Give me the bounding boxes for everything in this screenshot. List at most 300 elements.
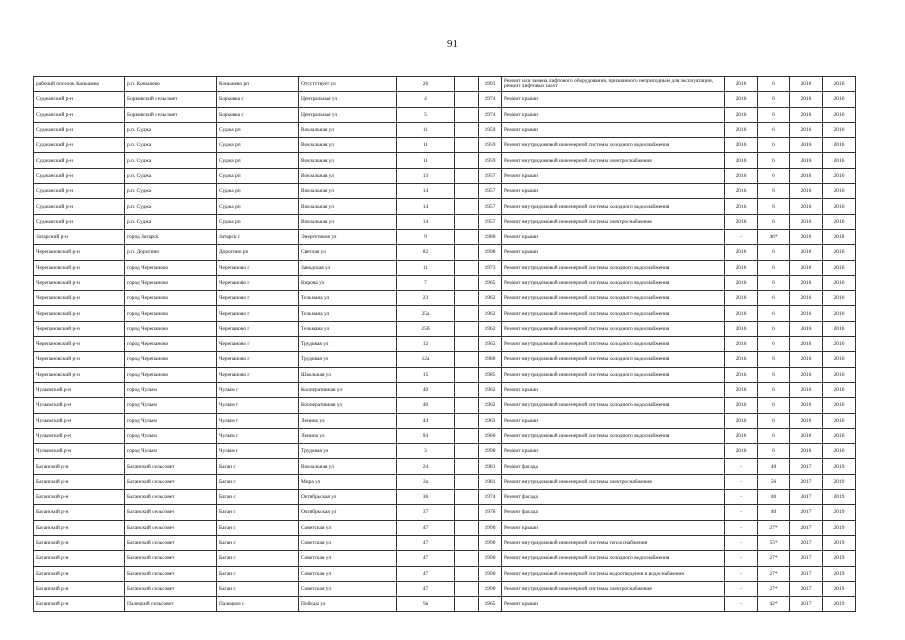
table-cell [455, 367, 479, 382]
table-cell: 40 [758, 459, 790, 474]
table-cell: 1991 [479, 77, 502, 92]
table-cell: 2016 [790, 291, 823, 306]
table-cell: Тельмана ул [299, 306, 397, 321]
table-cell: 2016 [725, 413, 758, 428]
table-cell: 2016 [823, 245, 856, 260]
table-cell: 2017 [790, 459, 823, 474]
table-cell: 6 [758, 352, 790, 367]
table-cell: 11 [397, 153, 455, 168]
table-cell: город Черепаново [125, 260, 217, 275]
table-cell: 2016 [790, 306, 823, 321]
table-cell: 2016 [823, 199, 856, 214]
table-cell [455, 505, 479, 520]
table-cell: 2016 [790, 138, 823, 153]
table-cell: Чулымский р-н [34, 444, 125, 459]
table-cell: 2016 [725, 306, 758, 321]
table-cell: 2016 [823, 184, 856, 199]
table-cell [455, 398, 479, 413]
table-row [34, 352, 856, 367]
table-row [34, 214, 856, 229]
table-cell: Ремонт крыши [502, 597, 725, 612]
table-cell: Кирова ул [299, 275, 397, 290]
table-cell: Затарский р-н [34, 229, 125, 244]
table-cell: 40 [397, 398, 455, 413]
table-cell: город Черепаново [125, 291, 217, 306]
table-cell: 6 [758, 214, 790, 229]
table-cell: 2016 [790, 184, 823, 199]
table-cell: Баганский сельсовет [125, 535, 217, 550]
table-row [34, 138, 856, 153]
table-cell: 2019 [823, 535, 856, 550]
table-cell: 47 [397, 551, 455, 566]
table-cell [455, 352, 479, 367]
table-cell: Черепановский р-н [34, 367, 125, 382]
table-cell: 1962 [479, 306, 502, 321]
table-cell: - [725, 581, 758, 596]
table-cell: Трудовая ул [299, 352, 397, 367]
table-cell: 2016 [823, 382, 856, 397]
table-cell: 6 [758, 275, 790, 290]
table-cell [455, 122, 479, 137]
table-cell: 27* [758, 581, 790, 596]
table-cell: Черепаново г [217, 367, 299, 382]
table-cell: 9а [397, 597, 455, 612]
table-cell: 2016 [823, 77, 856, 92]
table-cell: Ремонт крыши [502, 184, 725, 199]
table-cell: 6 [758, 398, 790, 413]
table-cell: город Черепаново [125, 275, 217, 290]
table-row [34, 413, 856, 428]
table-cell: 1974 [479, 107, 502, 122]
table-cell: Чулымский р-н [34, 428, 125, 443]
table-cell: р.п. Суджа [125, 214, 217, 229]
table-cell: рабочий поселок Коньшево [34, 77, 125, 92]
table-cell: 1990 [479, 551, 502, 566]
table-cell [455, 138, 479, 153]
table-cell: Ремонт внутридомовой инженерной системы холодного водоснабжения [502, 321, 725, 336]
table-cell: Черепаново г [217, 260, 299, 275]
table-cell [455, 199, 479, 214]
table-cell [455, 275, 479, 290]
table-cell: р.п. Суджа [125, 199, 217, 214]
table-cell [455, 306, 479, 321]
table-cell: 2016 [725, 107, 758, 122]
table-cell: - [725, 597, 758, 612]
table-cell: Черепановский р-н [34, 352, 125, 367]
table-cell: 6 [758, 428, 790, 443]
table-cell: 6 [758, 321, 790, 336]
table-cell: 11 [397, 138, 455, 153]
table-cell: 2016 [790, 92, 823, 107]
table-row [34, 92, 856, 107]
table-row [34, 260, 856, 275]
table-cell: 2016 [790, 168, 823, 183]
table-cell: 1973 [479, 260, 502, 275]
table-cell: 2016 [790, 337, 823, 352]
table-cell: 2016 [823, 367, 856, 382]
table-cell: Ремонт крыши [502, 245, 725, 260]
table-cell: 2016 [790, 199, 823, 214]
table-cell [455, 566, 479, 581]
table-cell: 46* [758, 229, 790, 244]
table-cell: 12 [397, 337, 455, 352]
table-cell: 2016 [725, 199, 758, 214]
table-cell: Ремонт внутридомовой инженерной системы холодного водоснабжения [502, 352, 725, 367]
table-cell: Ремонт внутридомовой инженерной системы электроснабжения [502, 214, 725, 229]
table-row [34, 398, 856, 413]
table-cell: Энергетиков ул [299, 229, 397, 244]
table-cell [455, 413, 479, 428]
table-cell: Баган с [217, 581, 299, 596]
table-cell: - [725, 505, 758, 520]
table-cell: Черепаново г [217, 321, 299, 336]
table-cell: Баганский р-н [34, 581, 125, 596]
table-cell [455, 581, 479, 596]
table-cell [455, 153, 479, 168]
table-cell: 7 [397, 275, 455, 290]
table-cell: 1965 [479, 275, 502, 290]
table-cell: 11 [397, 260, 455, 275]
table-cell: 1962 [479, 398, 502, 413]
table-cell: 24 [397, 459, 455, 474]
table-cell: 2019 [823, 551, 856, 566]
table-cell: 25а [397, 306, 455, 321]
table-row [34, 367, 856, 382]
table-cell: 2016 [725, 184, 758, 199]
table-cell [455, 229, 479, 244]
table-cell: Баганский сельсовет [125, 566, 217, 581]
table-row [34, 199, 856, 214]
table-cell: Черепаново г [217, 291, 299, 306]
table-cell: город Затарск [125, 229, 217, 244]
table-cell [455, 77, 479, 92]
table-cell: Центральная ул [299, 92, 397, 107]
table-cell: Школьная ул [299, 367, 397, 382]
table-cell: Черепановский р-н [34, 321, 125, 336]
table-cell: Черепановский р-н [34, 291, 125, 306]
table-cell: Баганский р-н [34, 490, 125, 505]
table-cell: Баган с [217, 551, 299, 566]
table-cell: Суджанский р-н [34, 184, 125, 199]
table-cell: - [725, 520, 758, 535]
table-cell: Кооперативная ул [299, 398, 397, 413]
table-cell: Ремонт крыши [502, 229, 725, 244]
table-cell: 6 [758, 199, 790, 214]
table-cell: Затарск г [217, 229, 299, 244]
table-row [34, 291, 856, 306]
table-cell: 2016 [725, 398, 758, 413]
table-cell: Ремонт крыши [502, 92, 725, 107]
table-cell: 2016 [725, 138, 758, 153]
table-row [34, 597, 856, 612]
table-cell: Ремонт крыши [502, 168, 725, 183]
table-cell: Суджа рп [217, 153, 299, 168]
table-cell: - [725, 459, 758, 474]
table-cell [455, 260, 479, 275]
table-cell: Тельмана ул [299, 321, 397, 336]
table-cell: 6 [758, 260, 790, 275]
table-cell: 2016 [823, 428, 856, 443]
table-cell: 9 [397, 229, 455, 244]
table-cell: 2016 [725, 352, 758, 367]
table-cell [455, 184, 479, 199]
page-number: 91 [447, 38, 458, 50]
table-row [34, 337, 856, 352]
table-cell: 6 [758, 337, 790, 352]
table-cell [455, 551, 479, 566]
table-cell: 2016 [725, 444, 758, 459]
table-cell: 2017 [790, 490, 823, 505]
table-cell: город Чулым [125, 413, 217, 428]
table-cell: 2016 [790, 398, 823, 413]
table-cell: 27* [758, 566, 790, 581]
table-cell: 2а [397, 474, 455, 489]
table-cell: 2016 [790, 352, 823, 367]
table-cell: Баганский р-н [34, 551, 125, 566]
table-cell: Баганский р-н [34, 520, 125, 535]
table-cell: Ремонт внутридомовой инженерной системы холодного водоснабжения [502, 398, 725, 413]
table-cell: 2016 [790, 428, 823, 443]
table-cell: Борковка с [217, 92, 299, 107]
table-cell: 2017 [790, 535, 823, 550]
table-cell: 6 [758, 367, 790, 382]
table-cell [455, 474, 479, 489]
table-cell: Баганский сельсовет [125, 459, 217, 474]
table-cell: 2016 [790, 214, 823, 229]
table-cell [455, 382, 479, 397]
table-cell: 2016 [823, 291, 856, 306]
table-cell: 2016 [823, 444, 856, 459]
table-cell: Ремонт внутридомовой инженерной системы холодного водоснабжения [502, 551, 725, 566]
table-cell: Баган с [217, 566, 299, 581]
table-cell: Баганский р-н [34, 566, 125, 581]
table-cell: Борковский сельсовет [125, 92, 217, 107]
table-cell: Ремонт внутридомовой инженерной системы электроснабжения [502, 581, 725, 596]
table-cell: 2016 [725, 92, 758, 107]
table-cell: 2019 [823, 505, 856, 520]
table-cell: р.п. Коньшево [125, 77, 217, 92]
table-cell: Заводская ул [299, 260, 397, 275]
table-cell: 82 [397, 245, 455, 260]
table-cell: Ремонт внутридомовой инженерной системы холодного водоснабжения [502, 260, 725, 275]
table-cell: Баган с [217, 505, 299, 520]
table-cell: 2016 [823, 107, 856, 122]
table-cell: 2016 [790, 229, 823, 244]
table-cell: 14 [397, 214, 455, 229]
table-cell: 2016 [823, 122, 856, 137]
table-cell: Ремонт внутридомовой инженерной системы холодного водоснабжения [502, 138, 725, 153]
table-cell: 2016 [725, 168, 758, 183]
table-cell: Баганский сельсовет [125, 505, 217, 520]
table-cell: Ремонт или замена лифтового оборудования, признанного непригодным для эксплуатации, ремонт лифтовых шахт [502, 77, 725, 92]
table-cell: 23 [397, 291, 455, 306]
table-cell: 2017 [790, 597, 823, 612]
table-cell: Суджанский р-н [34, 92, 125, 107]
table-cell: 1985 [479, 367, 502, 382]
table-cell: 2017 [790, 566, 823, 581]
table-cell: Чулым г [217, 428, 299, 443]
table-cell: 27* [758, 551, 790, 566]
table-cell: Ремонт внутридомовой инженерной системы холодного водоснабжения [502, 428, 725, 443]
table-cell: 2016 [725, 291, 758, 306]
table-cell: Баган с [217, 474, 299, 489]
table-cell: Ремонт внутридомовой инженерной системы теплоснабжения [502, 535, 725, 550]
table-cell: Баганский р-н [34, 459, 125, 474]
table-cell: 2018 [823, 229, 856, 244]
table-cell: 2019 [823, 597, 856, 612]
table-cell: Мира ул [299, 474, 397, 489]
table-cell: Баган с [217, 490, 299, 505]
table-cell: Советская ул [299, 566, 397, 581]
table-row [34, 107, 856, 122]
table-cell: 2019 [823, 474, 856, 489]
table-row [34, 122, 856, 137]
table-cell: Баганский р-н [34, 505, 125, 520]
table-cell: Баган с [217, 535, 299, 550]
table-cell: 2016 [790, 413, 823, 428]
table-cell: город Черепаново [125, 367, 217, 382]
table-cell: 1965 [479, 597, 502, 612]
table-cell: 2016 [823, 214, 856, 229]
table-cell: 25б [397, 321, 455, 336]
table-cell: Ремонт фасада [502, 459, 725, 474]
table-cell: Суджа рп [217, 199, 299, 214]
table-cell: 2016 [823, 306, 856, 321]
table-cell: 2016 [823, 275, 856, 290]
table-cell: 1990 [479, 444, 502, 459]
table-cell [455, 107, 479, 122]
table-cell: Суджанский р-н [34, 138, 125, 153]
table-cell: Октябрьская ул [299, 505, 397, 520]
table-cell: Чулым г [217, 382, 299, 397]
table-cell: 1957 [479, 199, 502, 214]
table-cell: 47 [397, 520, 455, 535]
table-row [34, 184, 856, 199]
table-cell: 6 [758, 153, 790, 168]
table-cell: Трудовая ул [299, 444, 397, 459]
table-cell: 6 [758, 122, 790, 137]
table-row [34, 490, 856, 505]
table-cell: Светлая ул [299, 245, 397, 260]
table-cell: 2016 [725, 275, 758, 290]
table-cell: 1962 [479, 291, 502, 306]
table-row [34, 168, 856, 183]
table-cell: Ремонт внутридомовой инженерной системы холодного водоснабжения [502, 306, 725, 321]
table-cell: 1962 [479, 382, 502, 397]
table-cell: Вокзальная ул [299, 184, 397, 199]
table-row [34, 474, 856, 489]
table-cell: - [725, 535, 758, 550]
table-cell: город Черепаново [125, 352, 217, 367]
table-row [34, 306, 856, 321]
table-row [34, 551, 856, 566]
table-cell: Ремонт крыши [502, 122, 725, 137]
table-cell: 40 [397, 382, 455, 397]
table-cell: Борковка с [217, 107, 299, 122]
table-cell: 1962 [479, 321, 502, 336]
table-cell: Кооперативная ул [299, 382, 397, 397]
table-cell: 2016 [725, 122, 758, 137]
table-cell: город Черепаново [125, 337, 217, 352]
table-cell: Коньшево рп [217, 77, 299, 92]
table-cell: Вокзальная ул [299, 122, 397, 137]
table-cell: Ленина ул [299, 428, 397, 443]
table-cell: 37 [397, 505, 455, 520]
table-cell: Ремонт крыши [502, 382, 725, 397]
table-cell: - [725, 566, 758, 581]
table-cell [455, 535, 479, 550]
table-cell: Борковский сельсовет [125, 107, 217, 122]
table-cell: 6 [758, 107, 790, 122]
table-cell: 2016 [823, 337, 856, 352]
table-cell: р.п. Суджа [125, 153, 217, 168]
table-cell: 2016 [790, 260, 823, 275]
table-cell [455, 428, 479, 443]
table-cell [455, 168, 479, 183]
table-cell: 6 [758, 184, 790, 199]
table-cell: 2016 [790, 77, 823, 92]
table-cell [455, 321, 479, 336]
table-cell: 2019 [823, 490, 856, 505]
table-cell: р.п. Суджа [125, 122, 217, 137]
table-cell: Баганский сельсовет [125, 551, 217, 566]
table-row [34, 581, 856, 596]
table-cell: 1981 [479, 474, 502, 489]
table-cell: Октябрьская ул [299, 490, 397, 505]
table-row [34, 535, 856, 550]
table-cell: 1980 [479, 352, 502, 367]
table-cell: 47 [397, 581, 455, 596]
table-cell: Суджанский р-н [34, 153, 125, 168]
table-cell: 2016 [823, 260, 856, 275]
table-cell: 2016 [823, 138, 856, 153]
table-cell: Черепановский р-н [34, 275, 125, 290]
table-cell: Ремонт крыши [502, 413, 725, 428]
table-row [34, 459, 856, 474]
table-row [34, 229, 856, 244]
table-cell: Ремонт крыши [502, 107, 725, 122]
table-cell: Чулымский р-н [34, 382, 125, 397]
table-cell: Вокзальная ул [299, 214, 397, 229]
table-cell: Ремонт внутридомовой инженерной системы холодного водоснабжения [502, 337, 725, 352]
table-cell: Ремонт внутридомовой инженерной системы холодного водоснабжения [502, 199, 725, 214]
table-cell: 2016 [725, 214, 758, 229]
table-cell: 2016 [790, 382, 823, 397]
table-cell: Чулым г [217, 398, 299, 413]
table-cell: Баганский сельсовет [125, 520, 217, 535]
table-cell: Ремонт внутридомовой инженерной системы холодного водоснабжения [502, 367, 725, 382]
table-cell: 2016 [823, 352, 856, 367]
table-cell: 2016 [790, 122, 823, 137]
table-cell: Баганский р-н [34, 535, 125, 550]
table-cell: 2016 [725, 77, 758, 92]
table-cell: - [725, 551, 758, 566]
table-cell: 1974 [479, 490, 502, 505]
table-cell: Вокзальная ул [299, 199, 397, 214]
table-cell: 2016 [823, 153, 856, 168]
table-cell: город Черепаново [125, 321, 217, 336]
table-cell: 2016 [725, 153, 758, 168]
table-row [34, 153, 856, 168]
table-cell: 26 [397, 77, 455, 92]
table-cell: 6 [758, 77, 790, 92]
table-cell: 2016 [725, 245, 758, 260]
table-row [34, 77, 856, 92]
table-cell: 1963 [479, 413, 502, 428]
table-cell: 6 [758, 382, 790, 397]
table-cell: 40 [758, 490, 790, 505]
table-cell: Ремонт фасада [502, 505, 725, 520]
